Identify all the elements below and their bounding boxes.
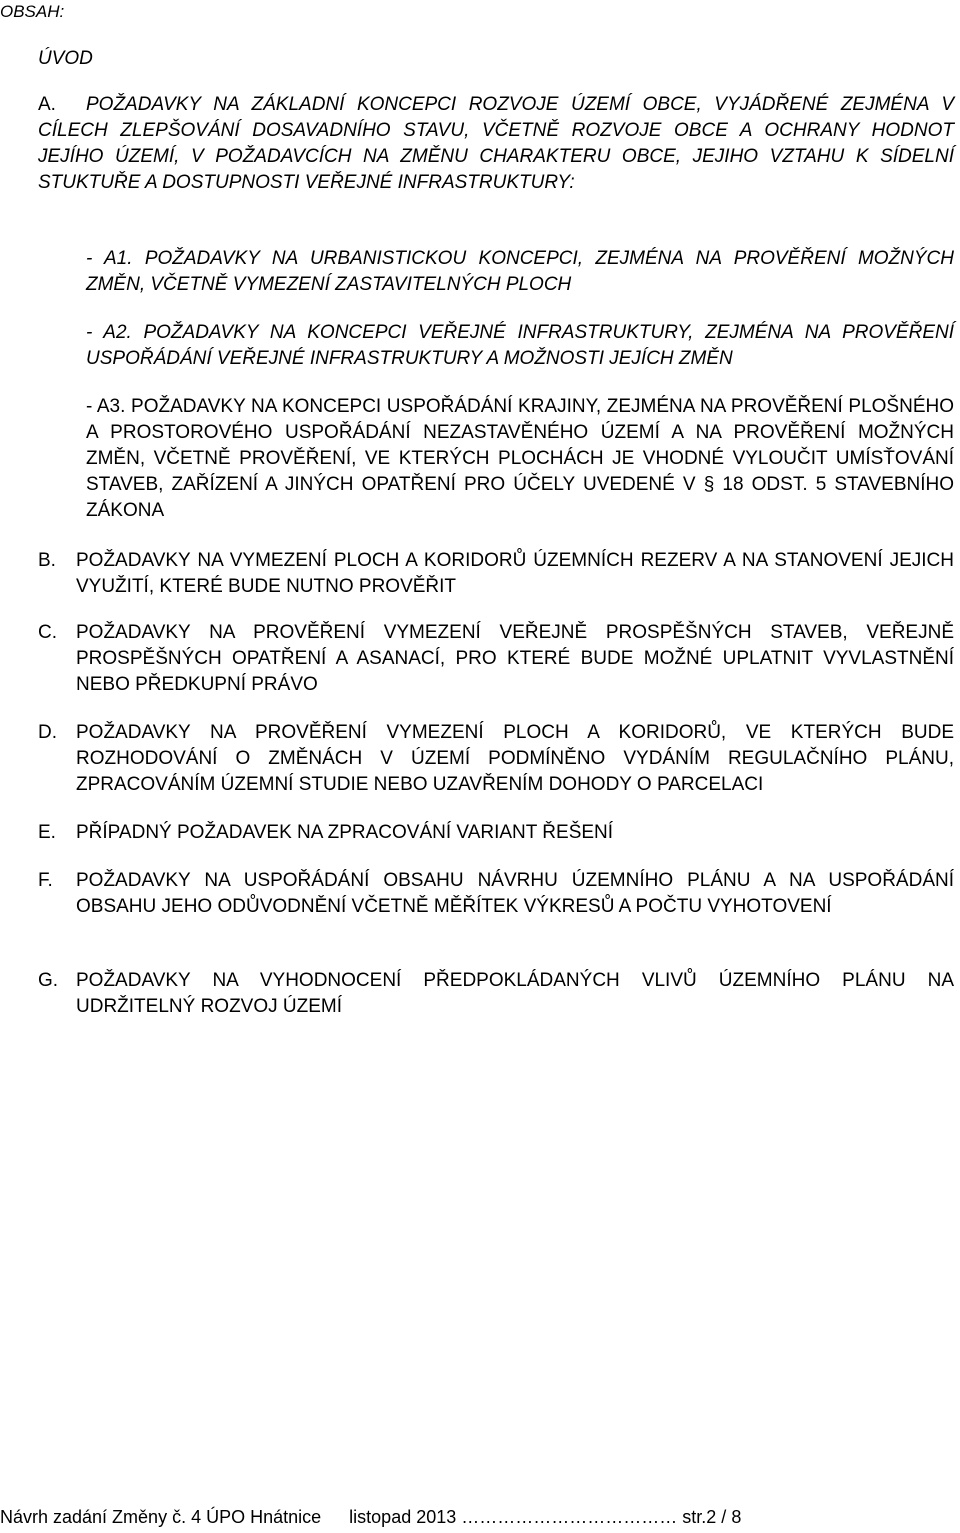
subsection-a1-text: POŽADAVKY NA URBANISTICKOU KONCEPCI, ZEJMÉNA NA PROVĚŘENÍ MOŽNÝCH ZMĚN, VČETNĚ VYMEZENÍ ZASTAVITELNÝCH PLOCH	[86, 248, 954, 295]
subsection-a2	[86, 320, 954, 372]
section-d-marker: D.	[38, 722, 57, 743]
section-b-marker: B.	[38, 550, 56, 571]
section-a	[38, 92, 954, 196]
subsection-a1	[86, 246, 954, 298]
footer-dot-leader: ………………………………	[461, 1507, 678, 1527]
footer-document-title: Návrh zadání Změny č. 4 ÚPO Hnátnice	[0, 1507, 322, 1527]
section-a-text: POŽADAVKY NA ZÁKLADNÍ KONCEPCI ROZVOJE ÚZEMÍ OBCE, VYJÁDŘENÉ ZEJMÉNA V CÍLECH ZLEPŠOVÁNÍ DOSAVADNÍHO STAVU, VČETNĚ ROZVOJE OBCE A OCHRANY HODNOT JEJÍHO ÚZEMÍ, V POŽADAVCÍCH NA ZMĚNU CHARAKTERU OBCE, JEJIHO VZTAHU K SÍDELNÍ STUKTUŘE A DOSTUPNOSTI VEŘEJNÉ INFRASTRUKTURY:	[38, 94, 954, 193]
section-a-marker: A.	[38, 94, 56, 115]
subsection-a3-text: POŽADAVKY NA KONCEPCI USPOŘÁDÁNÍ KRAJINY, ZEJMÉNA NA PROVĚŘENÍ PLOŠNÉHO A PROSTOROVÉHO USPOŘÁDÁNÍ NEZASTAVĚNÉHO ÚZEMÍ A NA PROVĚŘENÍ MOŽNÝCH ZMĚN, VČETNĚ PROVĚŘENÍ, VE KTERÝCH PLOCHÁCH JE VHODNÉ VYLOUČIT UMÍSŤOVÁNÍ STAVEB, ZAŘÍZENÍ A JINÝCH OPATŘENÍ PRO ÚČELY UVEDENÉ V	[86, 396, 954, 495]
section-f-marker: F.	[38, 870, 53, 891]
section-g-text: POŽADAVKY NA VYHODNOCENÍ PŘEDPOKLÁDANÝCH VLIVŮ ÚZEMNÍHO PLÁNU NA UDRŽITELNÝ ROZVOJ ÚZEMÍ	[76, 970, 954, 1017]
section-c-text: POŽADAVKY NA PROVĚŘENÍ VYMEZENÍ VEŘEJNĚ PROSPĚŠNÝCH STAVEB, VEŘEJNĚ PROSPĚŠNÝCH OPATŘENÍ A ASANACÍ, PRO KTERÉ BUDE MOŽNÉ UPLATNIT VYVLASTNĚNÍ NEBO PŘEDKUPNÍ PRÁVO	[76, 622, 954, 695]
section-d-text: POŽADAVKY NA PROVĚŘENÍ VYMEZENÍ PLOCH A KORIDORŮ, VE KTERÝCH BUDE ROZHODOVÁNÍ O ZMĚNÁCH V ÚZEMÍ PODMÍNĚNO VYDÁNÍM REGULAČNÍHO PLÁNU, ZPRACOVÁNÍM ÚZEMNÍ STUDIE NEBO UZAVŘENÍM DOHODY O PARCELACI	[76, 722, 954, 795]
contents-heading: OBSAH:	[0, 2, 65, 21]
section-f-text: POŽADAVKY NA USPOŘÁDÁNÍ OBSAHU NÁVRHU ÚZEMNÍHO PLÁNU A NA USPOŘÁDÁNÍ OBSAHU JEHO ODŮVODNĚNÍ VČETNĚ MĚŘÍTEK VÝKRESŮ A POČTU VYHOTOVENÍ	[76, 870, 954, 917]
section-e-marker: E.	[38, 822, 56, 843]
section-c-marker: C.	[38, 622, 57, 643]
subsection-a3-text-tail: 18 ODST. 5 STAVEBNÍHO ZÁKONA	[86, 474, 955, 521]
section-g-marker: G.	[38, 970, 59, 991]
section-e-text: PŘÍPADNÝ POŽADAVEK NA ZPRACOVÁNÍ VARIANT ŘEŠENÍ	[76, 822, 614, 843]
footer-date: listopad 2013	[349, 1507, 457, 1527]
subsection-a3	[86, 394, 954, 524]
page-footer	[0, 1507, 741, 1528]
subsection-a2-marker: - A2.	[86, 322, 132, 343]
paragraph-sign: §	[703, 474, 715, 495]
subsection-a1-marker: - A1.	[86, 248, 133, 269]
footer-page-number: str.2 / 8	[682, 1507, 742, 1527]
subsection-a2-text: POŽADAVKY NA KONCEPCI VEŘEJNÉ INFRASTRUKTURY, ZEJMÉNA NA PROVĚŘENÍ USPOŘÁDÁNÍ VEŘEJNÉ INFRASTRUKTURY A MOŽNOSTI JEJÍCH ZMĚN	[86, 322, 954, 369]
section-b-text: POŽADAVKY NA VYMEZENÍ PLOCH A KORIDORŮ ÚZEMNÍCH REZERV A NA STANOVENÍ JEJICH VYUŽITÍ, KTERÉ BUDE NUTNO PROVĚŘIT	[76, 550, 954, 597]
subsection-a3-marker: - A3.	[86, 396, 126, 417]
intro-heading: ÚVOD	[38, 48, 93, 69]
